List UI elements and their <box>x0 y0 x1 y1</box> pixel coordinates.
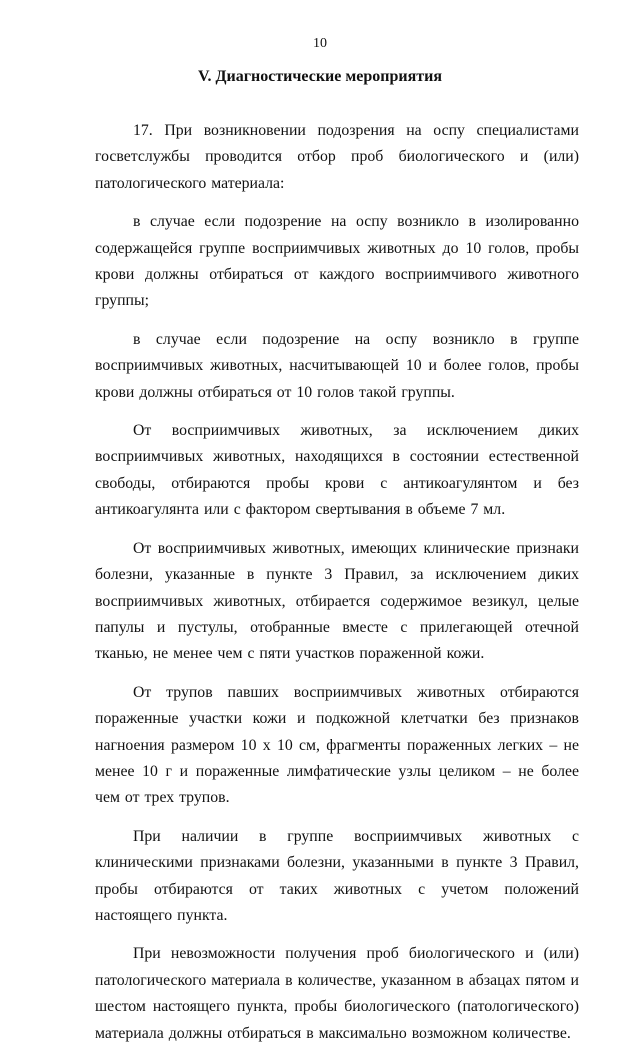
paragraph-isolated-group: в случае если подозрение на оспу возникло в изолированно содержащейся группе восприимчивых животных до 10 голов, пробы крови должны отбираться от каждого восприимчивого животного группы; <box>95 213 579 310</box>
paragraph-maximum-quantity: При невозможности получения проб биологического и (или) патологического материала в количестве, указанном в абзацах пятом и шестом настоящего пункта, пробы биологического (патологического) материала должны отбираться в максимально возможном количестве. <box>95 945 579 1042</box>
body-text <box>95 118 579 1047</box>
paragraph-large-group: в случае если подозрение на оспу возникло в группе восприимчивых животных, насчитывающей 10 и более голов, пробы крови должны отбираться от 10 голов такой группы. <box>95 330 579 401</box>
section-title: V. Диагностические мероприятия <box>198 68 442 85</box>
paragraph-blood-samples: От восприимчивых животных, за исключением диких восприимчивых животных, находящихся в состоянии естественной свободы, отбираются пробы крови с антикоагулянтом и без антикоагулянта или с фактором свертывания в объеме 7 мл. <box>95 422 579 519</box>
paragraph-group-with-signs: При наличии в группе восприимчивых животных с клиническими признаками болезни, указанными в пункте 3 Правил, пробы отбираются от таких животных с учетом положений настоящего пункта. <box>95 827 579 924</box>
paragraph-carcasses: От трупов павших восприимчивых животных отбираются пораженные участки кожи и подкожной клетчатки без признаков нагноения размером 10 x 10 см, фрагменты пораженных легких – не менее 10 г и пораженные лимфатические узлы целиком – не более чем от трех трупов. <box>95 683 579 807</box>
paragraph-clinical-signs: От восприимчивых животных, имеющих клинические признаки болезни, указанные в пункте 3 Правил, за исключением диких восприимчивых животных, отбирается содержимое везикул, целые папулы и пустулы, отобранные вместе с прилегающей отечной тканью, не менее чем с пяти участков пораженной кожи. <box>95 539 579 663</box>
paragraph-item-17-intro: 17. При возникновении подозрения на оспу специалистами госветслужбы проводится отбор проб биологического и (или) патологического материала: <box>95 122 579 192</box>
page-number: 10 <box>313 36 327 51</box>
